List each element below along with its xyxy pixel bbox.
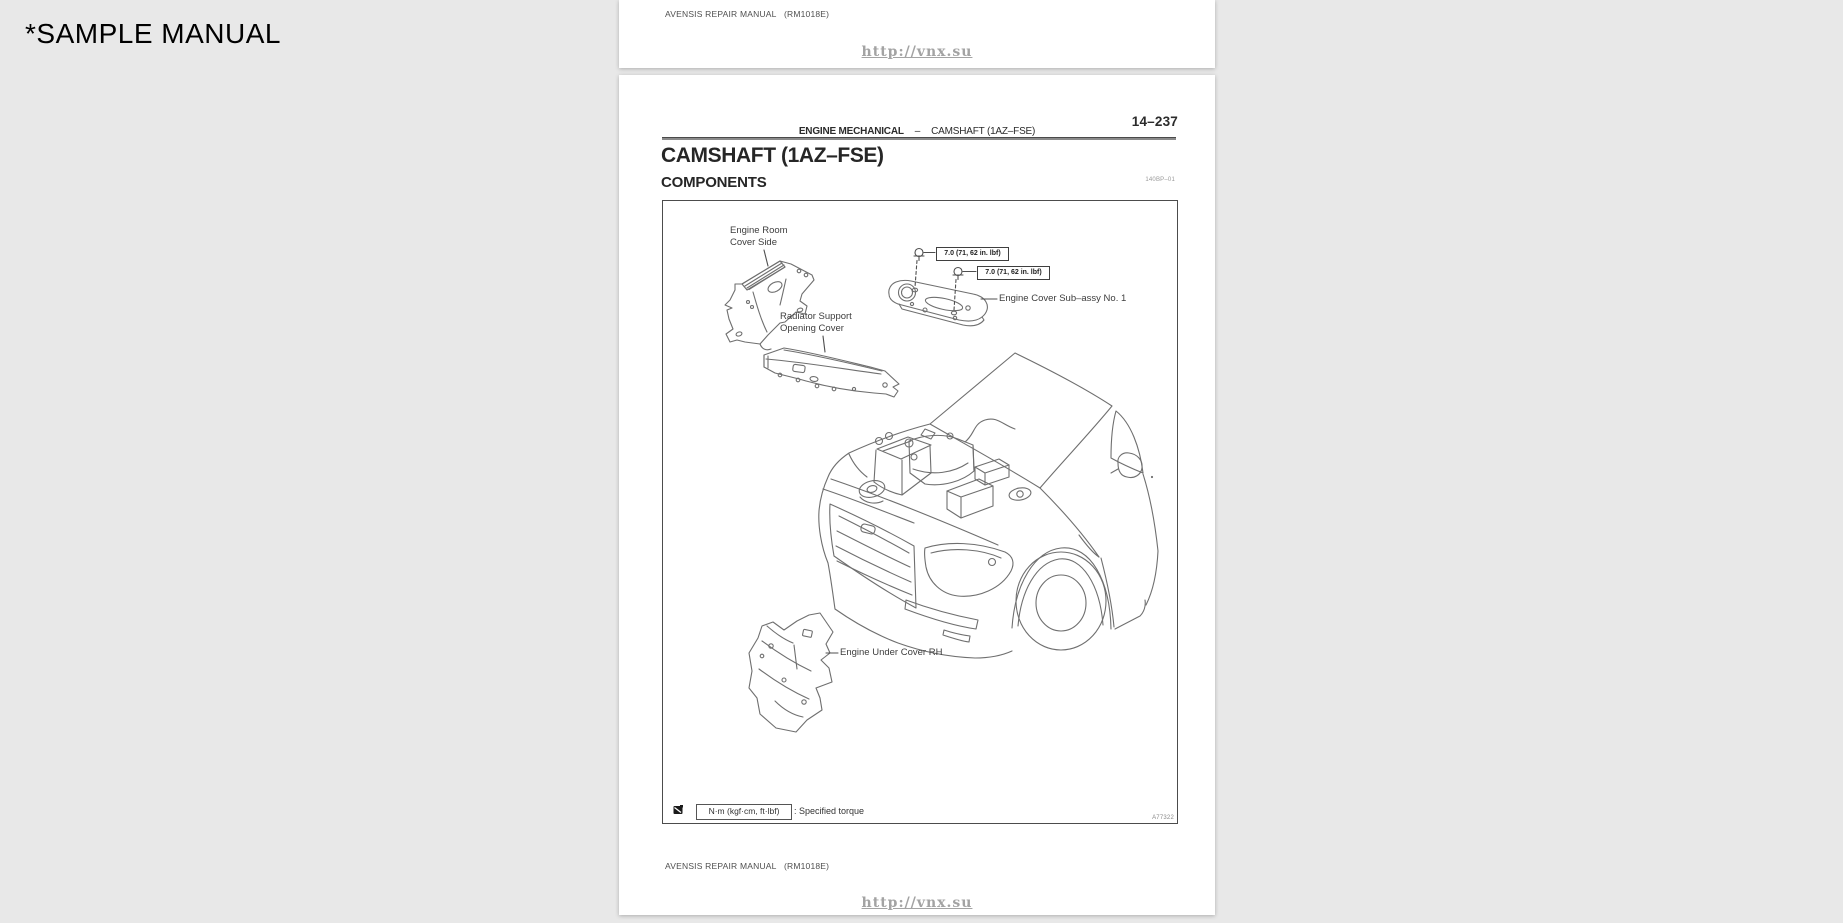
document-page-current <box>619 75 1215 915</box>
torque-unit-box: N·m (kgf·cm, ft·lbf) <box>696 804 792 820</box>
specified-torque-icon <box>673 805 684 815</box>
torque-legend-description: : Specified torque <box>794 806 865 816</box>
procedure-code: 140BP–01 <box>1145 177 1175 183</box>
torque-spec-box-1: 7.0 (71, 62 in. lbf) <box>936 247 1009 261</box>
radiator-support-opening-cover-art <box>764 348 899 397</box>
breadcrumb-separator: – <box>914 126 921 137</box>
breadcrumb-section: ENGINE MECHANICAL <box>798 126 904 137</box>
engine-under-cover-rh-art <box>749 613 833 732</box>
document-page-previous <box>619 0 1215 68</box>
car-front-three-quarter-art <box>819 353 1158 658</box>
page-number: 14–237 <box>1131 114 1178 129</box>
label-radiator-support-opening-cover: Radiator Support Opening Cover <box>780 311 852 334</box>
manual-footer-text: AVENSIS REPAIR MANUAL (RM1018E) <box>665 861 830 871</box>
figure-code: A77322 <box>1152 815 1174 821</box>
section-subtitle: COMPONENTS <box>661 174 767 191</box>
label-engine-room-cover-side: Engine Room Cover Side <box>730 225 788 248</box>
components-diagram <box>662 200 1178 824</box>
manual-header-text: AVENSIS REPAIR MANUAL (RM1018E) <box>665 9 830 19</box>
page-title: CAMSHAFT (1AZ–FSE) <box>661 144 884 167</box>
header-rule <box>662 137 1176 140</box>
watermark-top: http://vnx.su <box>861 44 973 60</box>
engine-cover-sub-assy-art <box>889 280 988 325</box>
watermark-bottom: http://vnx.su <box>861 895 973 911</box>
label-engine-under-cover-rh: Engine Under Cover RH <box>840 647 943 658</box>
engine-room-cover-side-art <box>725 261 814 350</box>
sample-manual-overlay: *SAMPLE MANUAL <box>25 18 281 49</box>
torque-spec-box-2: 7.0 (71, 62 in. lbf) <box>977 266 1050 280</box>
breadcrumb-topic: CAMSHAFT (1AZ–FSE) <box>931 126 1036 137</box>
label-engine-cover-sub-assy: Engine Cover Sub–assy No. 1 <box>999 293 1127 304</box>
breadcrumb <box>619 126 1215 137</box>
